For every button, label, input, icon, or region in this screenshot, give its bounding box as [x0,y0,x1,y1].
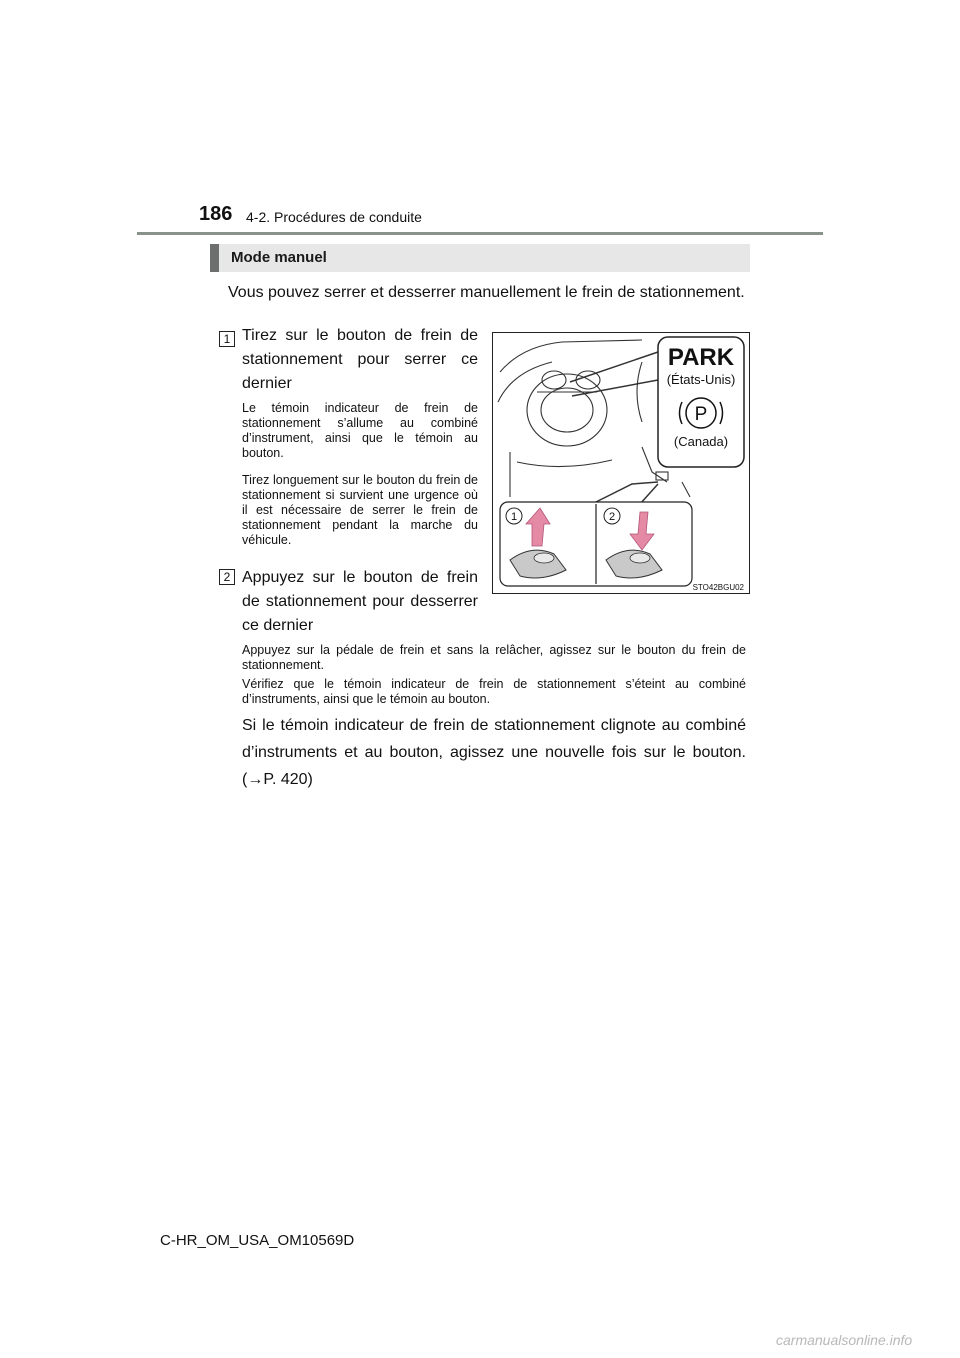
canada-label: (Canada) [673,434,729,449]
park-label: PARK [667,344,735,371]
intro-paragraph: Vous pouvez serrer et desserrer manuellement le frein de stationnement. [228,284,745,301]
step-1-note-2: Tirez longuement sur le bouton du frein de stationnement si survient une urgence où il est nécessaire de serrer le frein de stationnement pendant la marche du véhicule. [242,473,478,547]
mode-heading-band [210,244,750,272]
step-2-note-1: Appuyez sur la pédale de frein et sans la relâcher, agissez sur le bouton du frein de stationnement. [242,643,746,672]
mode-heading: Mode manuel [231,249,327,266]
parking-brake-figure [492,332,750,594]
closing-paragraph: Si le témoin indicateur de frein de stationnement clignote au combiné d’instruments et au bouton, agissez une nouvelle fois sur le bouton. (→P. 420) [242,717,746,788]
park-symbol-letter: P [694,404,708,425]
header-rule [137,232,823,235]
watermark-link[interactable]: carmanualsonline.info [776,1332,913,1348]
step-2-badge: 2 [219,569,235,585]
usa-label: (États-Unis) [666,372,736,387]
step-1-note-1: Le témoin indicateur de frein de stationnement s’allume au combiné d’instrument, ainsi que le témoin au bouton. [242,401,478,460]
section-title: 4-2. Procédures de conduite [246,209,422,225]
label-1-text: 1 [510,511,518,523]
page-number: 186 [199,203,233,225]
figure-code: STO42BGU02 [692,583,744,592]
step-2-title: Appuyez sur le bouton de frein de stationnement pour desserrer ce dernier [242,569,478,634]
step-2-note-2: Vérifiez que le témoin indicateur de frein de stationnement s’éteint au combiné d’instruments, ainsi que le témoin au bouton. [242,677,746,706]
label-2-text: 2 [608,511,616,523]
step-1-badge: 1 [219,331,235,347]
step-1-title: Tirez sur le bouton de frein de stationnement pour serrer ce dernier [242,327,478,392]
footer-doc-code: C-HR_OM_USA_OM10569D [160,1232,355,1249]
